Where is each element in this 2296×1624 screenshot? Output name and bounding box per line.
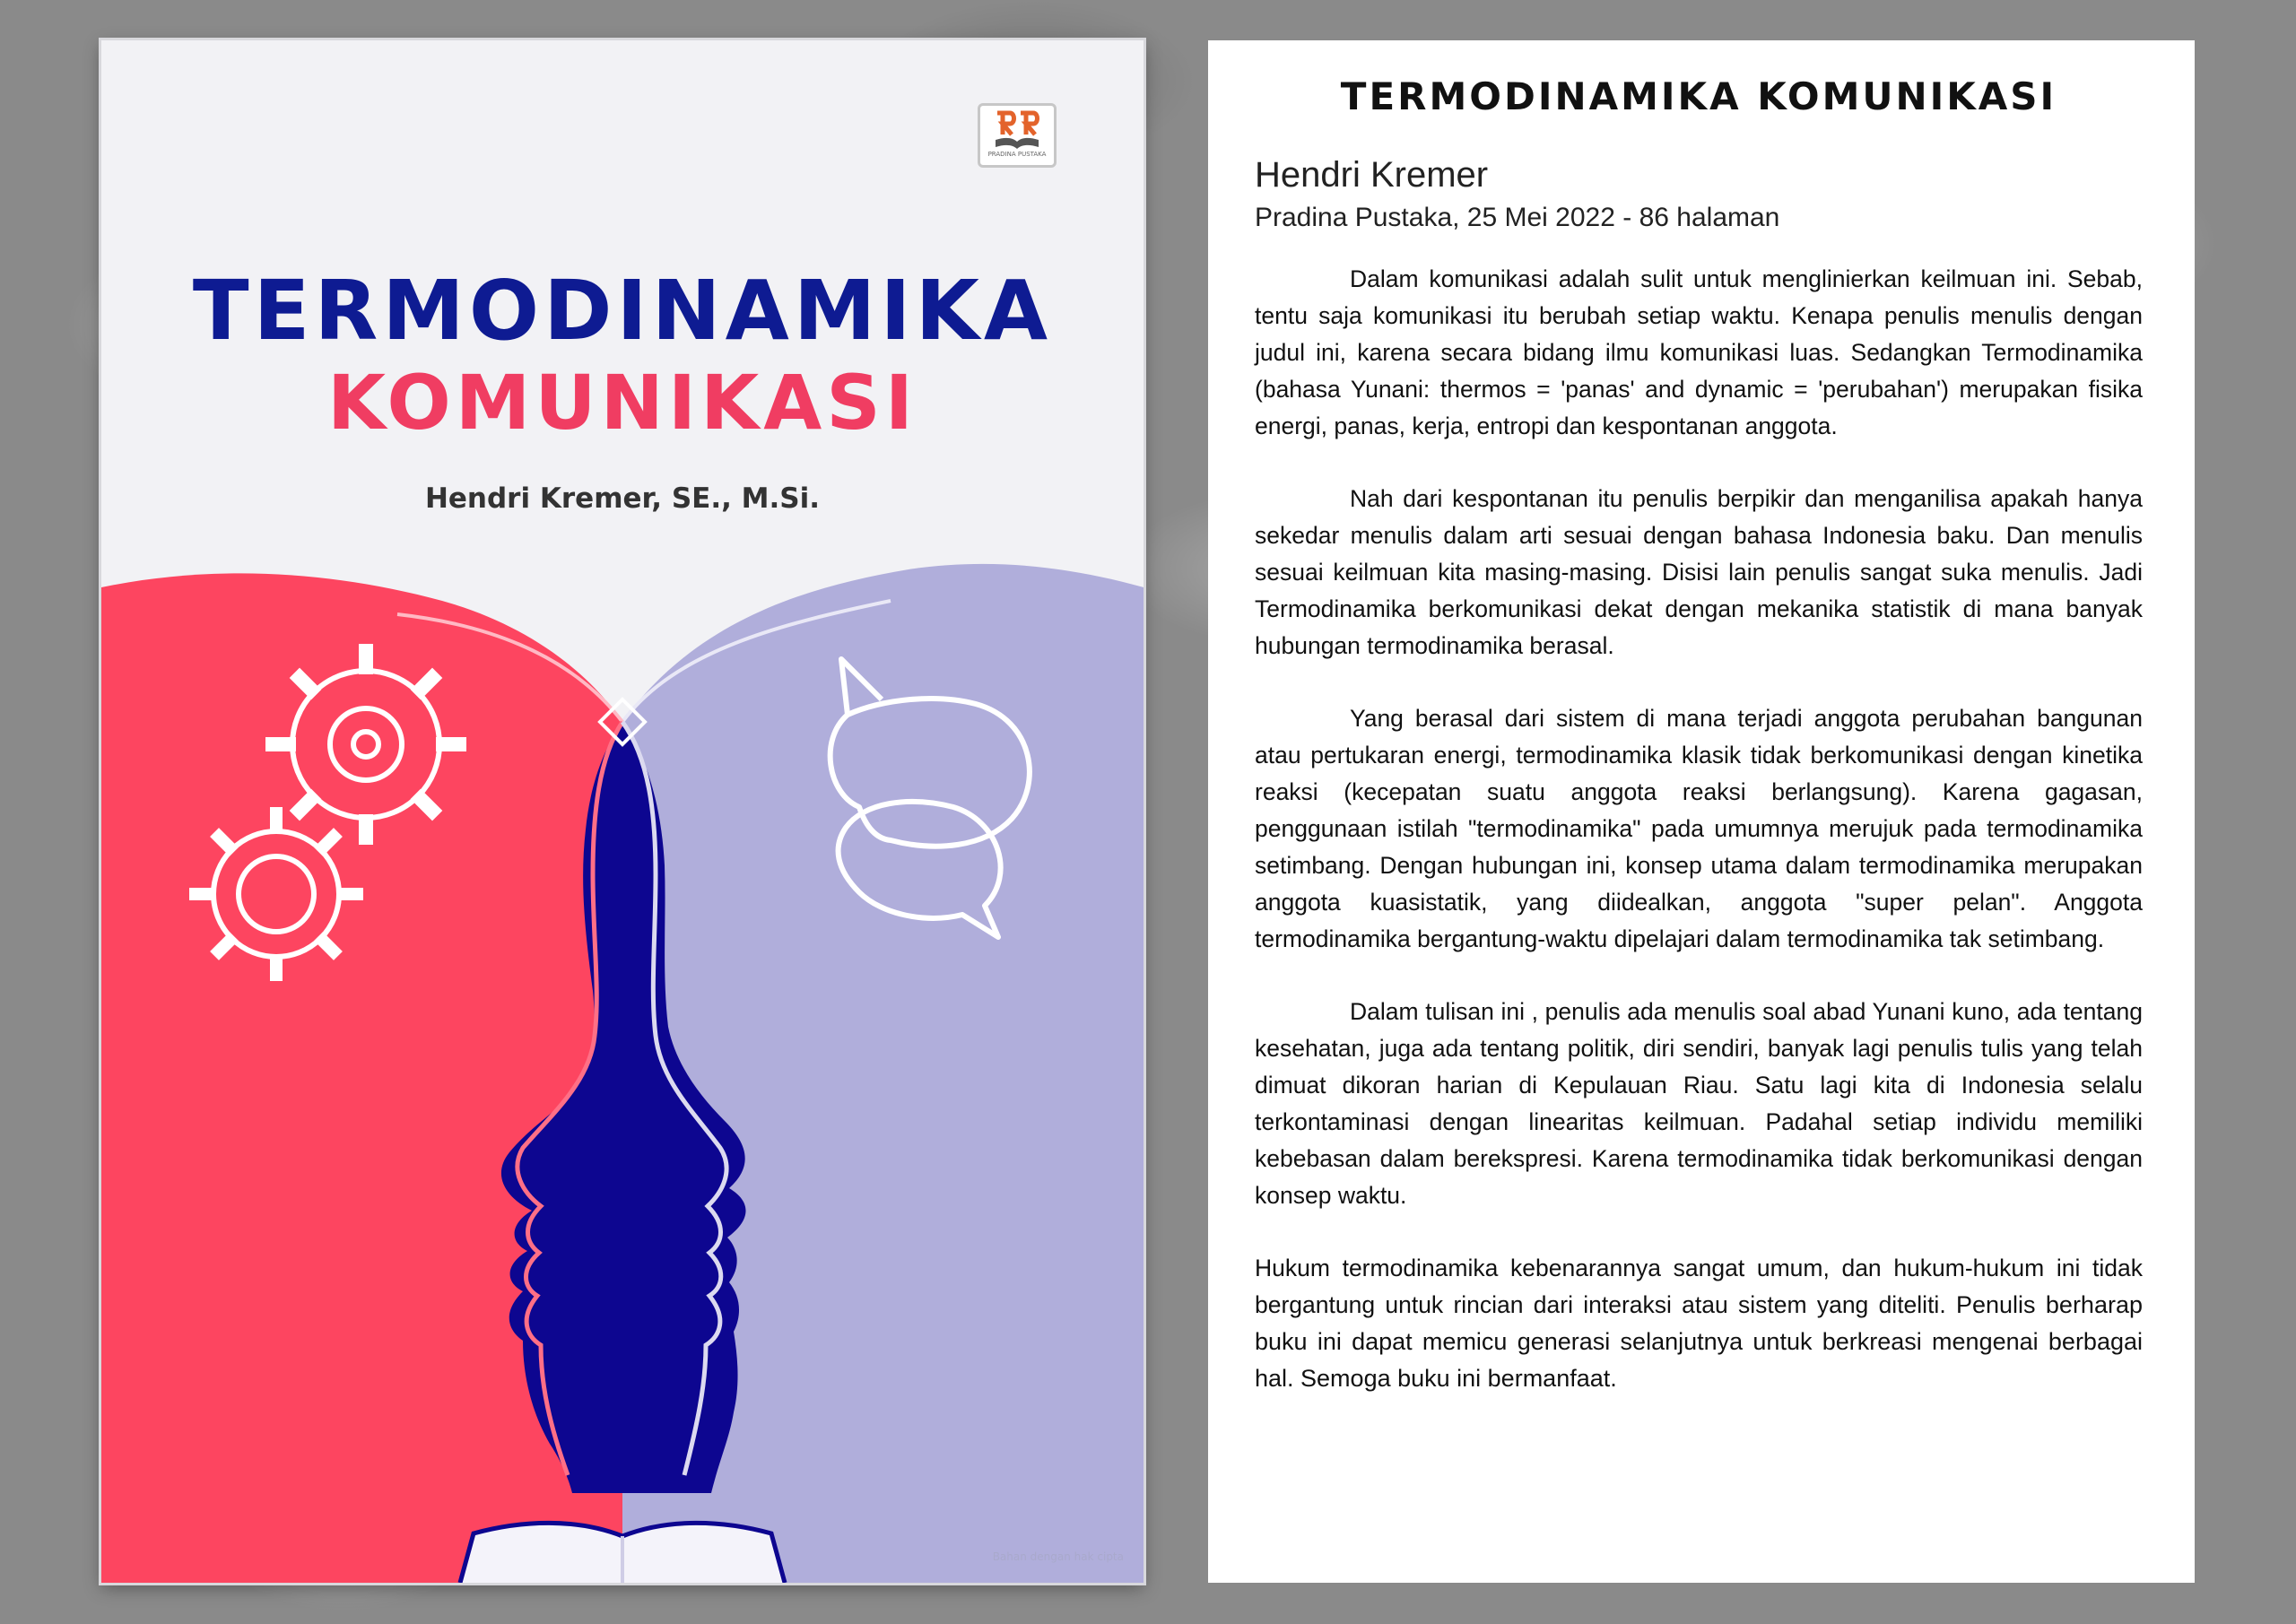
publication-meta: Pradina Pustaka, 25 Mei 2022 - 86 halaman <box>1255 203 1780 232</box>
description-paragraph: Dalam komunikasi adalah sulit untuk menglinierkan keilmuan ini. Sebab, tentu saja komunikasi itu berubah setiap waktu. Kenapa penulis menulis dengan judul ini, karena secara bidang ilmu komunikasi luas. Sedangkan Termodinamika (bahasa Yunani: thermos = 'panas' and dynamic = 'perubahan') merupakan fisika energi, panas, kerja, entropi dan kespontanan anggota. <box>1255 265 2143 439</box>
book-logo-icon <box>990 109 1044 151</box>
publisher-logo <box>978 103 1057 168</box>
final-paragraph-part2: Penulis berharap buku ini dapat memicu generasi selanjutnya untuk berkreasi mengenai berbagai hal. Semoga buku ini bermanfaat. <box>1255 1291 2143 1392</box>
cover-title-line2: KOMUNIKASI <box>327 359 918 447</box>
cover-author: Hendri Kremer, SE., M.Si. <box>424 482 821 515</box>
copyright-note: Bahan dengan hak cipta <box>992 1550 1124 1563</box>
description-paragraph-final <box>1255 1250 2143 1397</box>
book-description-panel <box>1208 40 2195 1583</box>
cover-title-line1: TERMODINAMIKA <box>192 263 1053 359</box>
description-author: Hendri Kremer <box>1255 155 1489 195</box>
publisher-logo-caption: PRADINA PUSTAKA <box>987 151 1047 158</box>
description-body <box>1255 261 2143 1397</box>
final-paragraph-part1: Hukum termodinamika kebenarannya sangat umum, dan hukum-hukum ini tidak bergantung untuk rincian dari interaksi atau sistem yang diteliti. <box>1255 1255 2143 1318</box>
description-title-text: TERMODINAMIKA KOMUNIKASI <box>1340 74 2057 118</box>
description-paragraph: Yang berasal dari sistem di mana terjadi anggota perubahan bangunan atau pertukaran energi, termodinamika klasik tidak berkomunikasi dengan kinetika reaksi (kecepatan suatu anggota reaksi berlangsung). Karena gagasan, penggunaan istilah "termodinamika" pada umumnya merujuk pada termodinamika setimbang. Dengan hubungan ini, konsep utama dalam termodinamika merupakan anggota kuasistatik, yang diidealkan, anggota "super pelan". Anggota termodinamika bergantung-waktu dipelajari dalam termodinamika tak setimbang. <box>1255 705 2143 952</box>
book-cover <box>101 40 1144 1583</box>
description-paragraph: Nah dari kespontanan itu penulis berpikir dan menganilisa apakah hanya sekedar menulis dalam arti sesuai dengan bahasa Indonesia baku. Dan menulis sesuai keilmuan kita masing-masing. Disisi lain penulis sangat suka menulis. Jadi Termodinamika berkomunikasi dekat dengan mekanika statistik di mana banyak hubungan termodinamika berasal. <box>1255 485 2143 659</box>
description-paragraph: Dalam tulisan ini , penulis ada menulis soal abad Yunani kuno, ada tentang kesehatan, juga ada tentang politik, diri sendiri, banyak lagi penulis tulis yang telah dimuat dikoran harian di Kepulauan Riau. Satu lagi kita di Indonesia selalu terkontaminasi dengan linearitas keilmuan. Padahal setiap individu memiliki kebebasan dalam berekspresi. Karena termodinamika tidak berkomunikasi dengan konsep waktu. <box>1255 998 2143 1209</box>
description-title <box>1255 74 2143 119</box>
